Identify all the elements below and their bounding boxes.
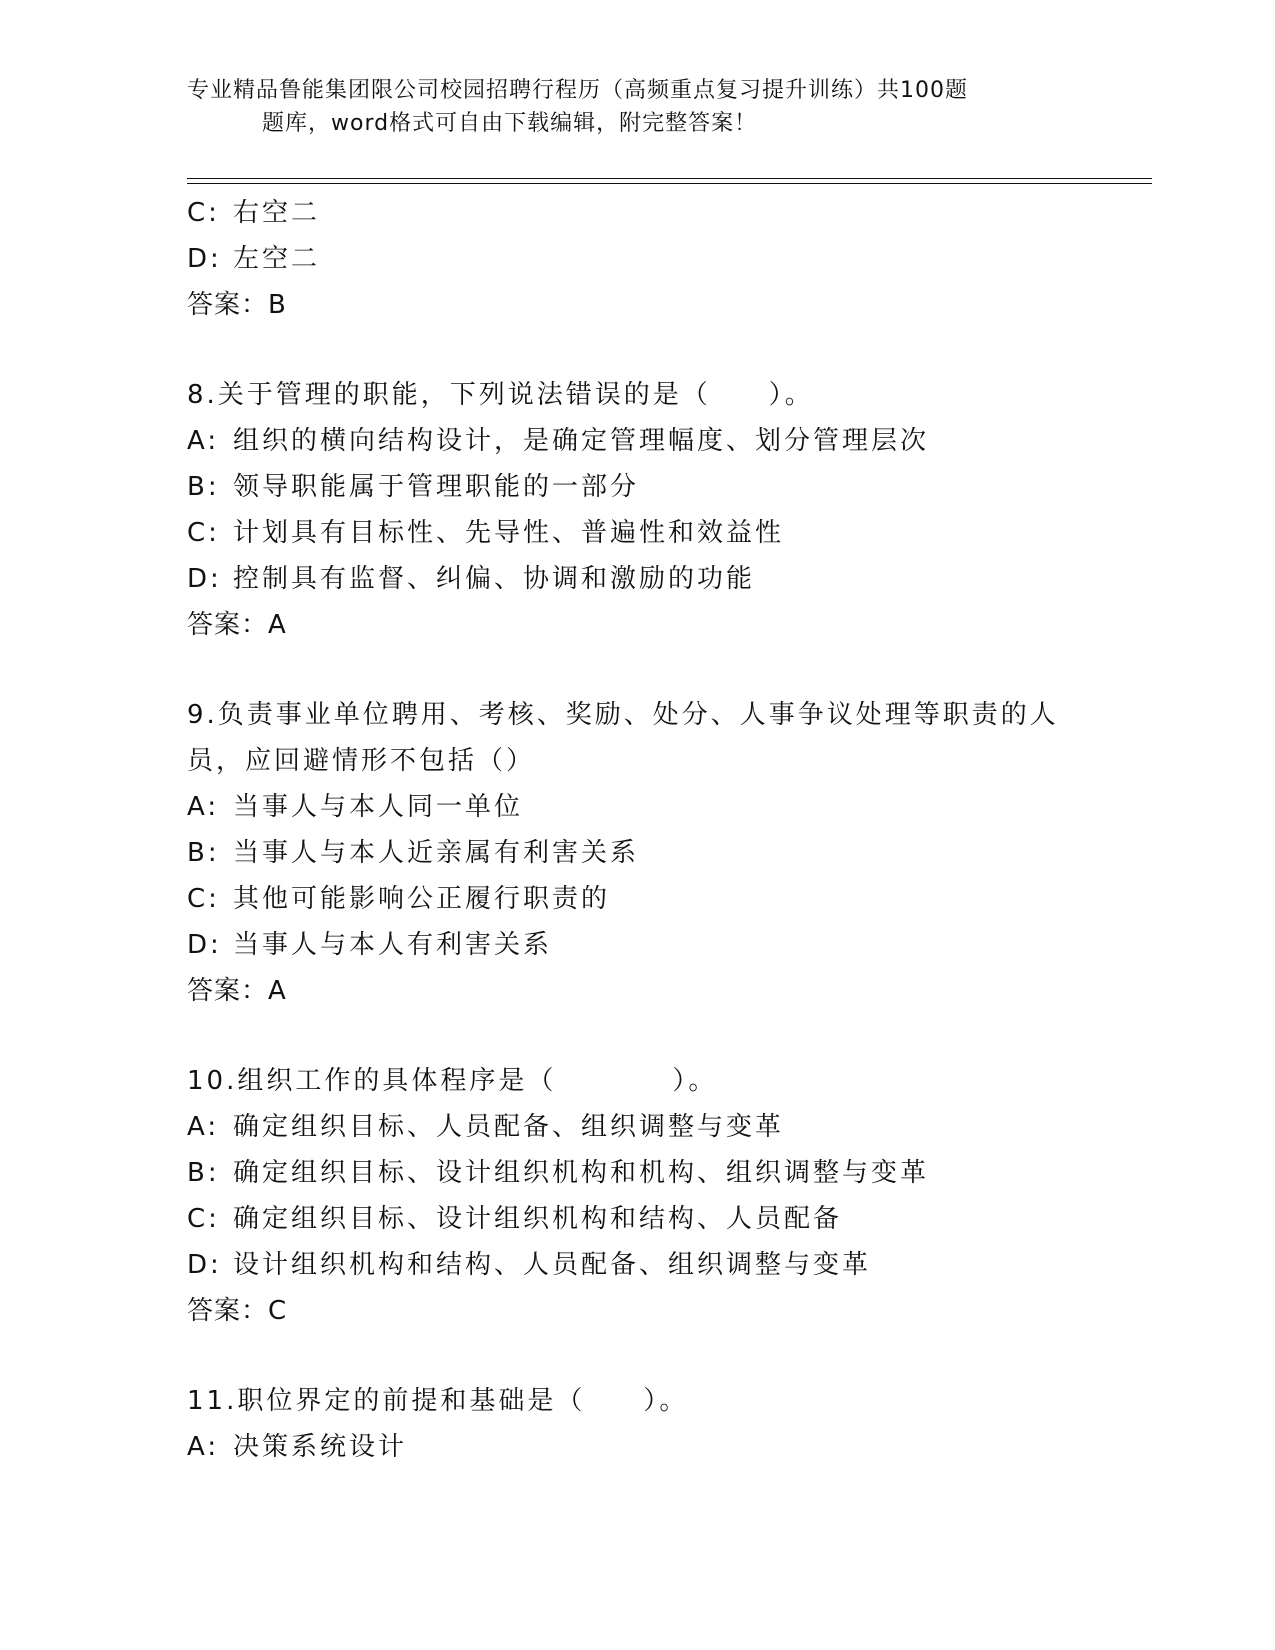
option-c bbox=[187, 876, 1087, 922]
option-d bbox=[187, 236, 1087, 282]
question-stem-continued: 员，应回避情形不包括（） bbox=[187, 746, 536, 776]
header-title-line1: 专业精品鲁能集团限公司校园招聘行程历（高频重点复习提升训练）共100题 bbox=[187, 78, 968, 103]
question-stem: 10.组织工作的具体程序是（ ）。 bbox=[187, 1066, 718, 1096]
option-letter: D: bbox=[187, 1250, 222, 1280]
option-a bbox=[187, 1104, 1087, 1150]
option-text: 确定组织目标、设计组织机构和结构、人员配备 bbox=[233, 1204, 843, 1234]
option-letter: A: bbox=[187, 792, 220, 822]
option-text: 左空二 bbox=[233, 244, 321, 274]
option-text: 组织的横向结构设计，是确定管理幅度、划分管理层次 bbox=[233, 426, 930, 456]
option-letter: C: bbox=[187, 1204, 220, 1234]
option-letter: D: bbox=[187, 564, 222, 594]
option-letter: B: bbox=[187, 1158, 220, 1188]
question-stem: 8.关于管理的职能，下列说法错误的是（ ）。 bbox=[187, 380, 814, 410]
option-text: 计划具有目标性、先导性、普遍性和效益性 bbox=[233, 518, 785, 548]
option-letter: A: bbox=[187, 426, 220, 456]
option-text: 当事人与本人近亲属有利害关系 bbox=[233, 838, 640, 868]
question-stem: 11.职位界定的前提和基础是（ ）。 bbox=[187, 1386, 689, 1416]
option-letter: C: bbox=[187, 518, 220, 548]
document-body bbox=[187, 190, 1087, 1470]
question-7-continued bbox=[187, 190, 1087, 328]
answer-line: 答案：C bbox=[187, 1296, 288, 1326]
option-text: 当事人与本人有利害关系 bbox=[233, 930, 553, 960]
option-letter: B: bbox=[187, 472, 220, 502]
header-title-line2: 题库，word格式可自由下载编辑，附完整答案！ bbox=[262, 111, 758, 136]
option-letter: B: bbox=[187, 838, 220, 868]
option-text: 决策系统设计 bbox=[233, 1432, 408, 1462]
option-b bbox=[187, 464, 1087, 510]
document-header bbox=[187, 74, 1067, 140]
option-a bbox=[187, 418, 1087, 464]
option-text: 领导职能属于管理职能的一部分 bbox=[233, 472, 640, 502]
question-10 bbox=[187, 1058, 1087, 1334]
answer-line: 答案：A bbox=[187, 976, 287, 1006]
question-stem: 9.负责事业单位聘用、考核、奖励、处分、人事争议处理等职责的人 bbox=[187, 700, 1059, 730]
question-11 bbox=[187, 1378, 1087, 1470]
option-letter: A: bbox=[187, 1432, 220, 1462]
answer-line: 答案：B bbox=[187, 290, 287, 320]
option-d bbox=[187, 922, 1087, 968]
option-letter: D: bbox=[187, 930, 222, 960]
option-text: 控制具有监督、纠偏、协调和激励的功能 bbox=[233, 564, 756, 594]
option-letter: C: bbox=[187, 198, 220, 228]
header-rule-top bbox=[187, 178, 1152, 179]
option-text: 设计组织机构和结构、人员配备、组织调整与变革 bbox=[233, 1250, 872, 1280]
question-9 bbox=[187, 692, 1087, 1014]
option-letter: D: bbox=[187, 244, 222, 274]
option-text: 确定组织目标、人员配备、组织调整与变革 bbox=[233, 1112, 785, 1142]
answer-line: 答案：A bbox=[187, 610, 287, 640]
option-b bbox=[187, 1150, 1087, 1196]
option-b bbox=[187, 830, 1087, 876]
option-letter: C: bbox=[187, 884, 220, 914]
option-c bbox=[187, 190, 1087, 236]
option-c bbox=[187, 510, 1087, 556]
option-text: 确定组织目标、设计组织机构和机构、组织调整与变革 bbox=[233, 1158, 930, 1188]
option-text: 其他可能影响公正履行职责的 bbox=[233, 884, 611, 914]
question-8 bbox=[187, 372, 1087, 648]
option-text: 当事人与本人同一单位 bbox=[233, 792, 524, 822]
option-d bbox=[187, 556, 1087, 602]
option-letter: A: bbox=[187, 1112, 220, 1142]
option-a bbox=[187, 784, 1087, 830]
option-c bbox=[187, 1196, 1087, 1242]
option-a bbox=[187, 1424, 1087, 1470]
option-d bbox=[187, 1242, 1087, 1288]
option-text: 右空二 bbox=[233, 198, 321, 228]
header-rule-bottom bbox=[187, 183, 1152, 184]
